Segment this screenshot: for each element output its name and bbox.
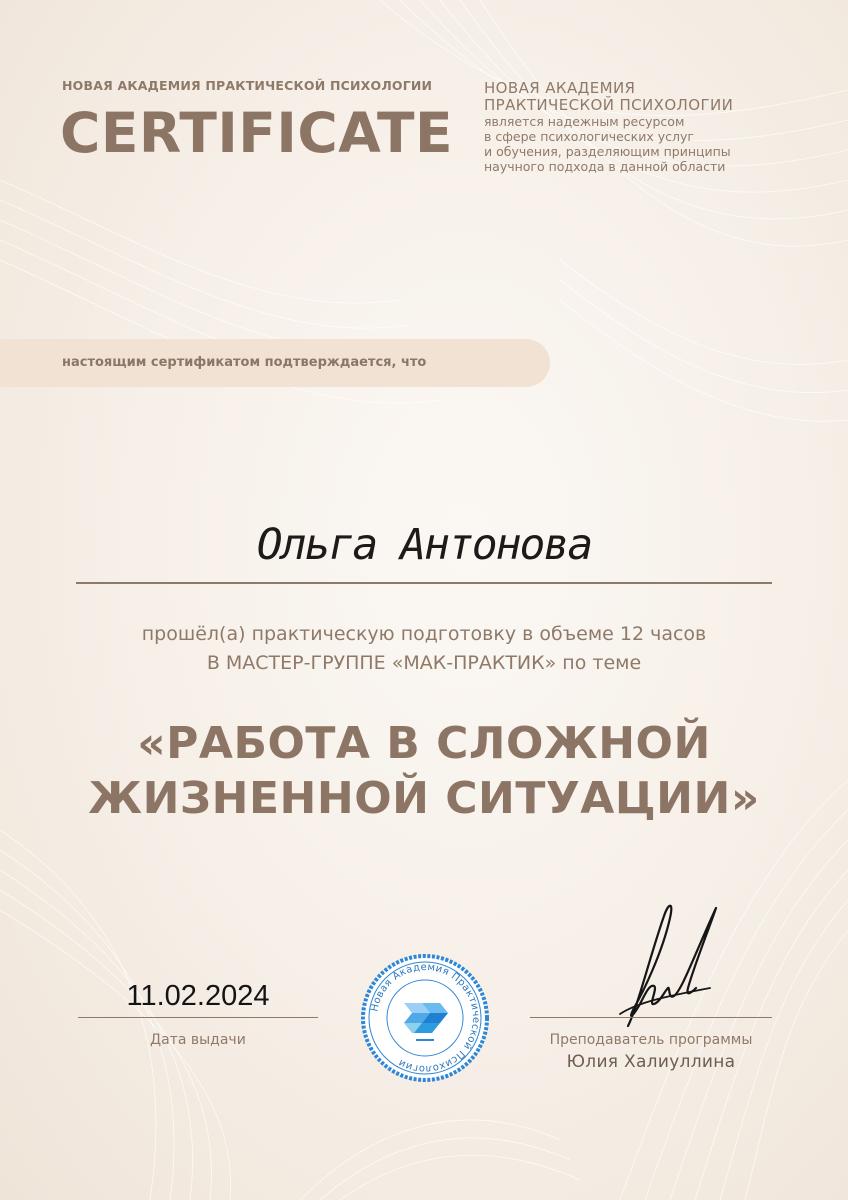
svg-text:Новая Академия Практической Пс: Новая Академия Практической Психологии — [369, 961, 482, 1075]
organization-description-line3: и обучения, разделяющим принципы — [484, 144, 731, 159]
organization-description-line1: является надежным ресурсом — [484, 114, 685, 129]
course-title-line2: ЖИЗНЕННОЙ СИТУАЦИИ» — [88, 773, 760, 824]
issue-date-label: Дата выдачи — [150, 1032, 246, 1048]
academy-seal-icon — [360, 953, 490, 1083]
recipient-underline — [76, 582, 772, 584]
training-description-line2: В МАСТЕР-ГРУППЕ «МАК-ПРАКТИК» по теме — [206, 652, 642, 674]
certificate-title: CERTIFICATE — [60, 101, 454, 165]
signature-underline — [530, 1017, 772, 1018]
organization-info — [484, 80, 784, 174]
recipient-name: Ольга Антонова — [256, 520, 592, 570]
organization-description-line2: в сфере психологических услуг — [484, 129, 694, 144]
issue-date-underline — [78, 1017, 318, 1018]
teacher-signature-icon — [598, 896, 728, 1041]
organization-name: НОВАЯ АКАДЕМИЯ ПРАКТИЧЕСКОЙ ПСИХОЛОГИИ — [62, 78, 433, 93]
course-title-line1: «РАБОТА В СЛОЖНОЙ — [137, 718, 711, 769]
organization-description-line4: научного подхода в данной области — [484, 159, 726, 174]
teacher-role: Преподаватель программы — [549, 1032, 753, 1048]
teacher-name: Юлия Халиуллина — [566, 1052, 736, 1072]
confirmation-text: настоящим сертификатом подтверждается, что — [62, 355, 427, 370]
organization-name-right-line2: ПРАКТИЧЕСКОЙ ПСИХОЛОГИИ — [484, 96, 734, 114]
training-description-line1: прошёл(а) практическую подготовку в объеме 12 часов — [141, 623, 707, 645]
issue-date: 11.02.2024 — [126, 980, 270, 1012]
course-title — [0, 716, 848, 826]
training-description — [40, 620, 808, 678]
organization-name-right-line1: НОВАЯ АКАДЕМИЯ — [484, 79, 636, 97]
